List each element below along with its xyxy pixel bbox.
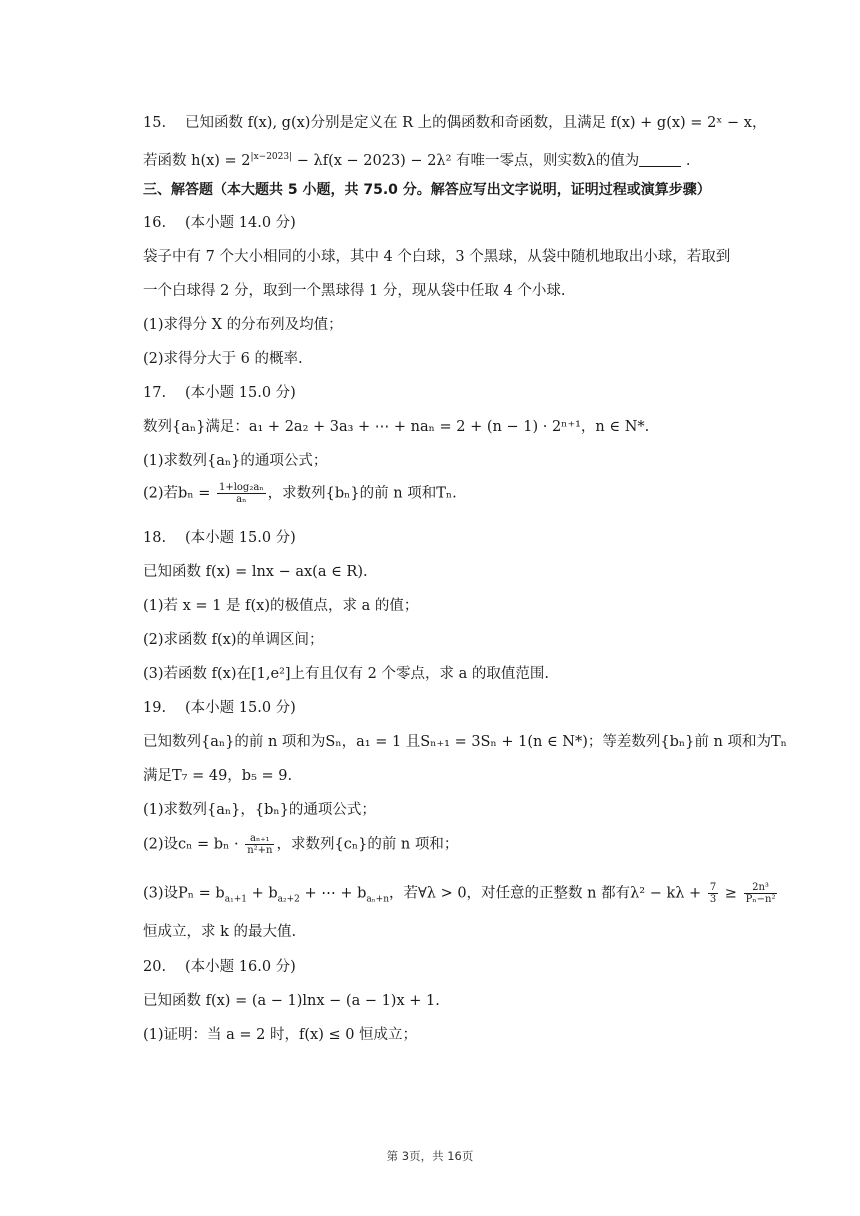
q19-number: 19.: [143, 700, 167, 716]
q19-part2: [143, 833, 458, 856]
q16-number: 16.: [143, 215, 167, 231]
q15-line1: [143, 113, 767, 133]
q17-fraction: [217, 482, 266, 505]
q19-part3-ge: ≥: [720, 885, 742, 902]
q15-line2-suffix: .: [681, 152, 691, 169]
q18-score: (本小题 15.0 分): [185, 530, 296, 546]
q19-part3-text: ，若∀λ > 0，对任意的正整数 n 都有λ² − kλ +: [389, 885, 706, 902]
q19-part3-prefix: (3)设Pₙ = b: [143, 885, 225, 902]
q16-line2: 一个白球得 2 分，取到一个黑球得 1 分，现从袋中任取 4 个小球.: [143, 283, 566, 299]
q16-header: [143, 213, 296, 233]
q16-part2: (2)求得分大于 6 的概率.: [143, 351, 303, 367]
q17-score: (本小题 15.0 分): [185, 385, 296, 401]
q15-line2: [143, 147, 690, 171]
q17-header: [143, 383, 296, 403]
q19-score: (本小题 15.0 分): [185, 700, 296, 716]
q19-part2-prefix: (2)设cₙ = bₙ ·: [143, 836, 244, 853]
q19-sub2: a₂+2: [277, 894, 300, 905]
q15-exponent: |x−2023|: [250, 152, 293, 162]
q15-text-line1: 已知函数 f(x), g(x)分别是定义在 R 上的偶函数和奇函数，且满足 f(x) + g(x) = 2ˣ − x，: [185, 115, 767, 131]
q18-number: 18.: [143, 530, 167, 546]
q16-line1: 袋子中有 7 个大小相同的小球，其中 4 个白球，3 个黑球，从袋中随机地取出小球，若取到: [143, 249, 731, 265]
q19-part1: (1)求数列{aₙ}，{bₙ}的通项公式；: [143, 802, 376, 818]
q20-score: (本小题 16.0 分): [185, 959, 296, 975]
q18-header: [143, 528, 296, 548]
q19-header: [143, 698, 296, 718]
q18-part1: (1)若 x = 1 是 f(x)的极值点，求 a 的值；: [143, 598, 419, 614]
page-footer: 第 3页，共 16页: [386, 1149, 474, 1163]
q18-part2: (2)求函数 f(x)的单调区间；: [143, 632, 324, 648]
q17-frac-numerator: 1+log₂aₙ: [218, 482, 264, 493]
section3-title: 三、解答题（本大题共 5 小题，共 75.0 分。解答应写出文字说明，证明过程或演算步骤）: [143, 182, 711, 198]
q19-part3-plus1: + b: [246, 885, 278, 902]
q19-line1: 已知数列{aₙ}的前 n 项和为Sₙ，a₁ = 1 且Sₙ₊₁ = 3Sₙ + 1(n ∈ N*)；等差数列{bₙ}前 n 项和为Tₙ: [143, 734, 787, 750]
q20-number: 20.: [143, 959, 167, 975]
q20-part1: (1)证明：当 a = 2 时，f(x) ≤ 0 恒成立；: [143, 1027, 418, 1043]
q19-frac2-denominator: Pₙ−n²: [745, 894, 776, 905]
q19-frac-denominator: n²+n: [247, 845, 273, 856]
q19-sub3: aₙ+n: [366, 894, 390, 905]
q15-answer-blank: [639, 152, 681, 167]
q18-part3: (3)若函数 f(x)在[1,e²]上有且仅有 2 个零点，求 a 的取值范围.: [143, 666, 549, 682]
q17-line1: 数列{aₙ}满足：a₁ + 2a₂ + 3a₃ + ⋯ + naₙ = 2 + (n − 1) · 2ⁿ⁺¹，n ∈ N*.: [143, 419, 650, 435]
q19-fraction-7-3: [708, 882, 718, 905]
q18-line1: 已知函数 f(x) = lnx − ax(a ∈ R).: [143, 564, 368, 580]
q19-line2: 满足T₇ = 49，b₅ = 9.: [143, 768, 293, 784]
q15-line2-prefix: 若函数 h(x) = 2: [143, 152, 251, 169]
q17-part2: [143, 482, 457, 505]
q16-score: (本小题 14.0 分): [185, 215, 296, 231]
q20-header: [143, 957, 296, 977]
q20-line1: 已知函数 f(x) = (a − 1)lnx − (a − 1)x + 1.: [143, 993, 440, 1009]
q19-frac2-numerator: 2n³: [744, 882, 778, 894]
q19-frac1-denominator: 3: [709, 894, 717, 905]
q19-part3: [143, 882, 779, 909]
q15-number: 15.: [143, 115, 167, 131]
q19-fraction: [245, 833, 274, 856]
q17-part2-prefix: (2)若bₙ =: [143, 485, 215, 502]
q17-part1: (1)求数列{aₙ}的通项公式；: [143, 453, 328, 469]
q19-part3-plus2: + ⋯ + b: [299, 885, 367, 902]
q19-frac1-numerator: 7: [709, 882, 717, 893]
q19-part2-suffix: ，求数列{cₙ}的前 n 项和；: [276, 836, 459, 853]
q19-line-end: 恒成立，求 k 的最大值.: [143, 924, 297, 940]
q15-line2-mid: − λf(x − 2023) − 2λ² 有唯一零点，则实数λ的值为: [292, 152, 640, 169]
q19-fraction-2n3: [744, 882, 778, 905]
q17-frac-denominator: aₙ: [236, 494, 247, 505]
q19-frac-numerator: aₙ₊₁: [245, 833, 274, 845]
q19-sub1: a₁+1: [224, 894, 247, 905]
q17-part2-suffix: ，求数列{bₙ}的前 n 项和Tₙ.: [267, 485, 457, 502]
q16-part1: (1)求得分 X 的分布列及均值；: [143, 317, 343, 333]
q17-number: 17.: [143, 385, 167, 401]
